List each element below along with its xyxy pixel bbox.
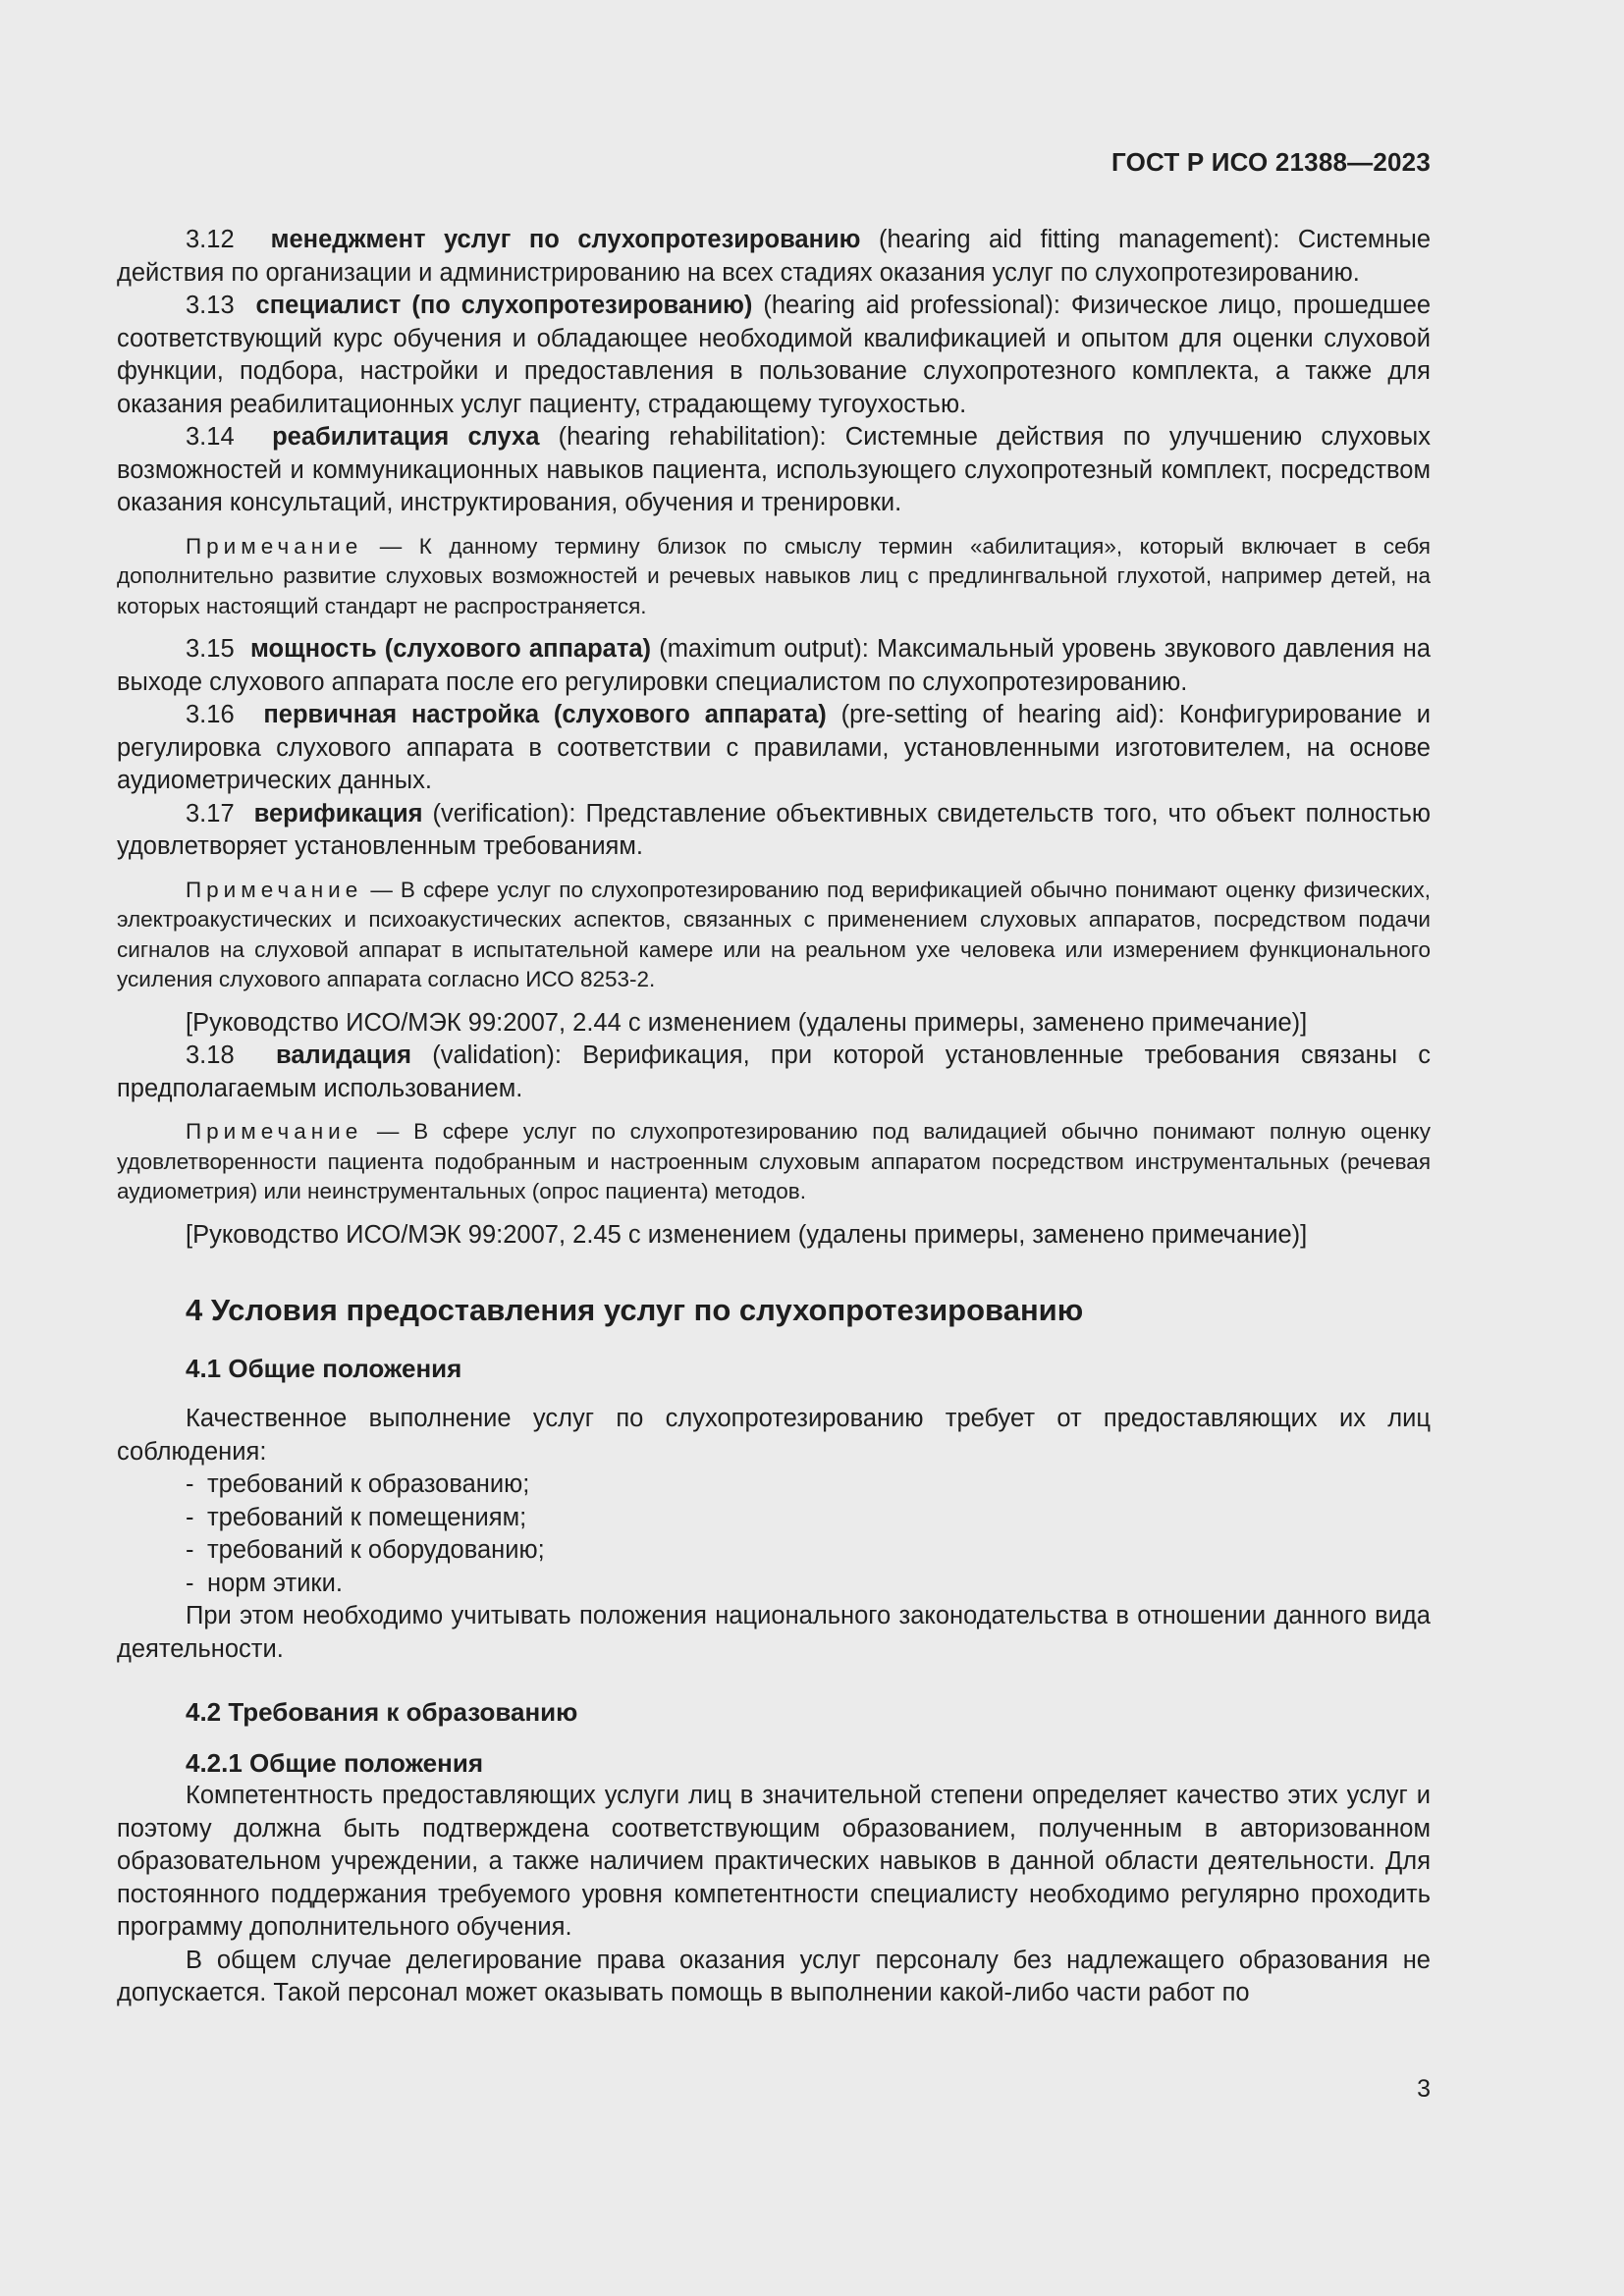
list-item-text: требований к помещениям; — [207, 1503, 527, 1531]
term-number: 3.12 — [186, 226, 235, 253]
page-number: 3 — [1417, 2075, 1431, 2103]
term-number: 3.15 — [186, 635, 235, 663]
section-4-1-intro: Качественное выполнение услуг по слухопротезированию требует от предоставляющих их лиц соблюдения: — [117, 1405, 1431, 1466]
source-reference: [Руководство ИСО/МЭК 99:2007, 2.45 с изменением (удалены примеры, заменено примечание)] — [186, 1220, 1308, 1249]
term-name: первичная настройка (слухового аппарата) — [263, 701, 827, 728]
list-dash: - — [186, 1470, 194, 1498]
term-number: 3.16 — [186, 701, 235, 728]
note-label: Примечание — [186, 877, 363, 902]
section-4-2-1-heading: 4.2.1 Общие положения — [186, 1748, 483, 1778]
list-dash: - — [186, 1569, 194, 1597]
list-item — [117, 1468, 1431, 1502]
term-number: 3.13 — [186, 292, 235, 319]
term-definition: (validation): Верификация, при которой установленные требования связаны с предполагаемым использованием. — [117, 1041, 1431, 1102]
list-item-text: норм этики. — [207, 1569, 343, 1597]
term-name: специалист (по слухопротезированию) — [255, 292, 753, 319]
note-3-17 — [117, 876, 1431, 995]
note-text: — В сфере услуг по слухопротезированию под валидацией обычно понимают полную оценку удовлетворенности пациента подобранным и настроенным слуховым аппаратом посредством инструментальных (речевая аудиометрия) или неинструментальных (опрос пациента) методов. — [117, 1119, 1431, 1203]
term-definition: (pre-setting of hearing aid): Конфигурирование и регулировка слухового аппарата в соответствии с правилами, установленными изготовителем, на основе аудиометрических данных. — [117, 701, 1431, 794]
term-name: валидация — [276, 1041, 412, 1069]
term-3-15 — [117, 633, 1431, 699]
requirements-list — [117, 1468, 1431, 1600]
term-definition: (hearing aid fitting management): Системные действия по организации и администрированию на всех стадиях оказания услуг по слухопротезированию. — [117, 226, 1432, 287]
section-4-1-heading: 4.1 Общие положения — [186, 1354, 462, 1383]
note-text: — В сфере услуг по слухопротезированию под верификацией обычно понимают оценку физических, электроакустических и психоакустических аспектов, связанных с применением слуховых аппаратов, посредством подачи сигналов на слуховой аппарат в испытательной камере или на реальном ухе человека или измерением функционального усиления слухового аппарата согласно ИСО 8253-2. — [117, 877, 1431, 991]
term-name: мощность (слухового аппарата) — [250, 635, 652, 663]
term-number: 3.18 — [186, 1041, 235, 1069]
term-3-18 — [117, 1040, 1431, 1105]
note-3-14 — [117, 532, 1431, 622]
term-name: менеджмент услуг по слухопротезированию — [270, 226, 861, 253]
term-name: реабилитация слуха — [272, 423, 540, 451]
section-4-2-1-paragraph-2: В общем случае делегирование права оказания услуг персоналу без надлежащего образования не допускается. Такой персонал может оказывать помощь в выполнении какой-либо части работ по — [117, 1946, 1431, 2006]
term-number: 3.17 — [186, 799, 235, 828]
term-definition: (maximum output): Максимальный уровень звукового давления на выходе слухового аппарата после его регулировки специалистом по слухопротезированию. — [117, 635, 1432, 696]
term-3-17 — [117, 798, 1431, 864]
page-content — [117, 224, 1431, 2010]
list-item — [117, 1568, 1431, 1601]
term-definition: (verification): Представление объективных свидетельств того, что объект полностью удовлетворяет установленным требованиям. — [117, 799, 1432, 860]
term-number: 3.14 — [186, 423, 235, 451]
source-reference: [Руководство ИСО/МЭК 99:2007, 2.44 с изменением (удалены примеры, заменено примечание)] — [186, 1008, 1308, 1037]
note-label: Примечание — [186, 1119, 363, 1144]
list-item-text: требований к оборудованию; — [207, 1536, 545, 1564]
term-definition: (hearing rehabilitation): Системные действия по улучшению слуховых возможностей и коммуникационных навыков пациента, использующего слухопротезный комплект, посредством оказания консультаций, инструктирования, обучения и тренировки. — [117, 423, 1431, 516]
section-4-2-1-paragraph-1: Компетентность предоставляющих услуги лиц в значительной степени определяет качество этих услуг и поэтому должна быть подтверждена соответствующим образованием, полученным в авторизованном образовательном учреждении, а также наличием практических навыков в данной области деятельности. Для постоянного поддержания требуемого уровня компетентности специалисту необходимо регулярно проходить программу дополнительного обучения. — [117, 1782, 1431, 1941]
term-definition: (hearing aid professional): Физическое лицо, прошедшее соответствующий курс обучения и обладающее необходимой квалификацией и опытом для оценки слуховой функции, подбора, настройки и предоставления в пользование слухопротезного комплекта, а также для оказания реабилитационных услуг пациенту, страдающему тугоухостью. — [117, 292, 1432, 418]
section-4-2-heading: 4.2 Требования к образованию — [186, 1697, 578, 1727]
section-4-heading: 4 Условия предоставления услуг по слухопротезированию — [186, 1293, 1084, 1327]
note-3-18 — [117, 1117, 1431, 1207]
note-text: — К данному термину близок по смыслу термин «абилитация», который включает в себя дополнительно развитие слуховых возможностей и речевых навыков лиц с предлингвальной глухотой, например детей, на которых настоящий стандарт не распространяется. — [117, 533, 1431, 618]
section-4-1-outro: При этом необходимо учитывать положения национального законодательства в отношении данного вида деятельности. — [117, 1602, 1431, 1663]
document-code-header: ГОСТ Р ИСО 21388—2023 — [1110, 147, 1431, 177]
list-item-text: требований к образованию; — [207, 1470, 530, 1498]
list-item — [117, 1534, 1431, 1568]
list-dash: - — [186, 1503, 194, 1531]
term-3-16 — [117, 699, 1431, 798]
list-dash: - — [186, 1536, 194, 1564]
list-item — [117, 1502, 1431, 1535]
term-3-14 — [117, 421, 1431, 520]
term-name: верификация — [253, 799, 423, 828]
note-label: Примечание — [186, 533, 363, 559]
term-3-13 — [117, 290, 1431, 421]
term-3-12 — [117, 224, 1431, 290]
